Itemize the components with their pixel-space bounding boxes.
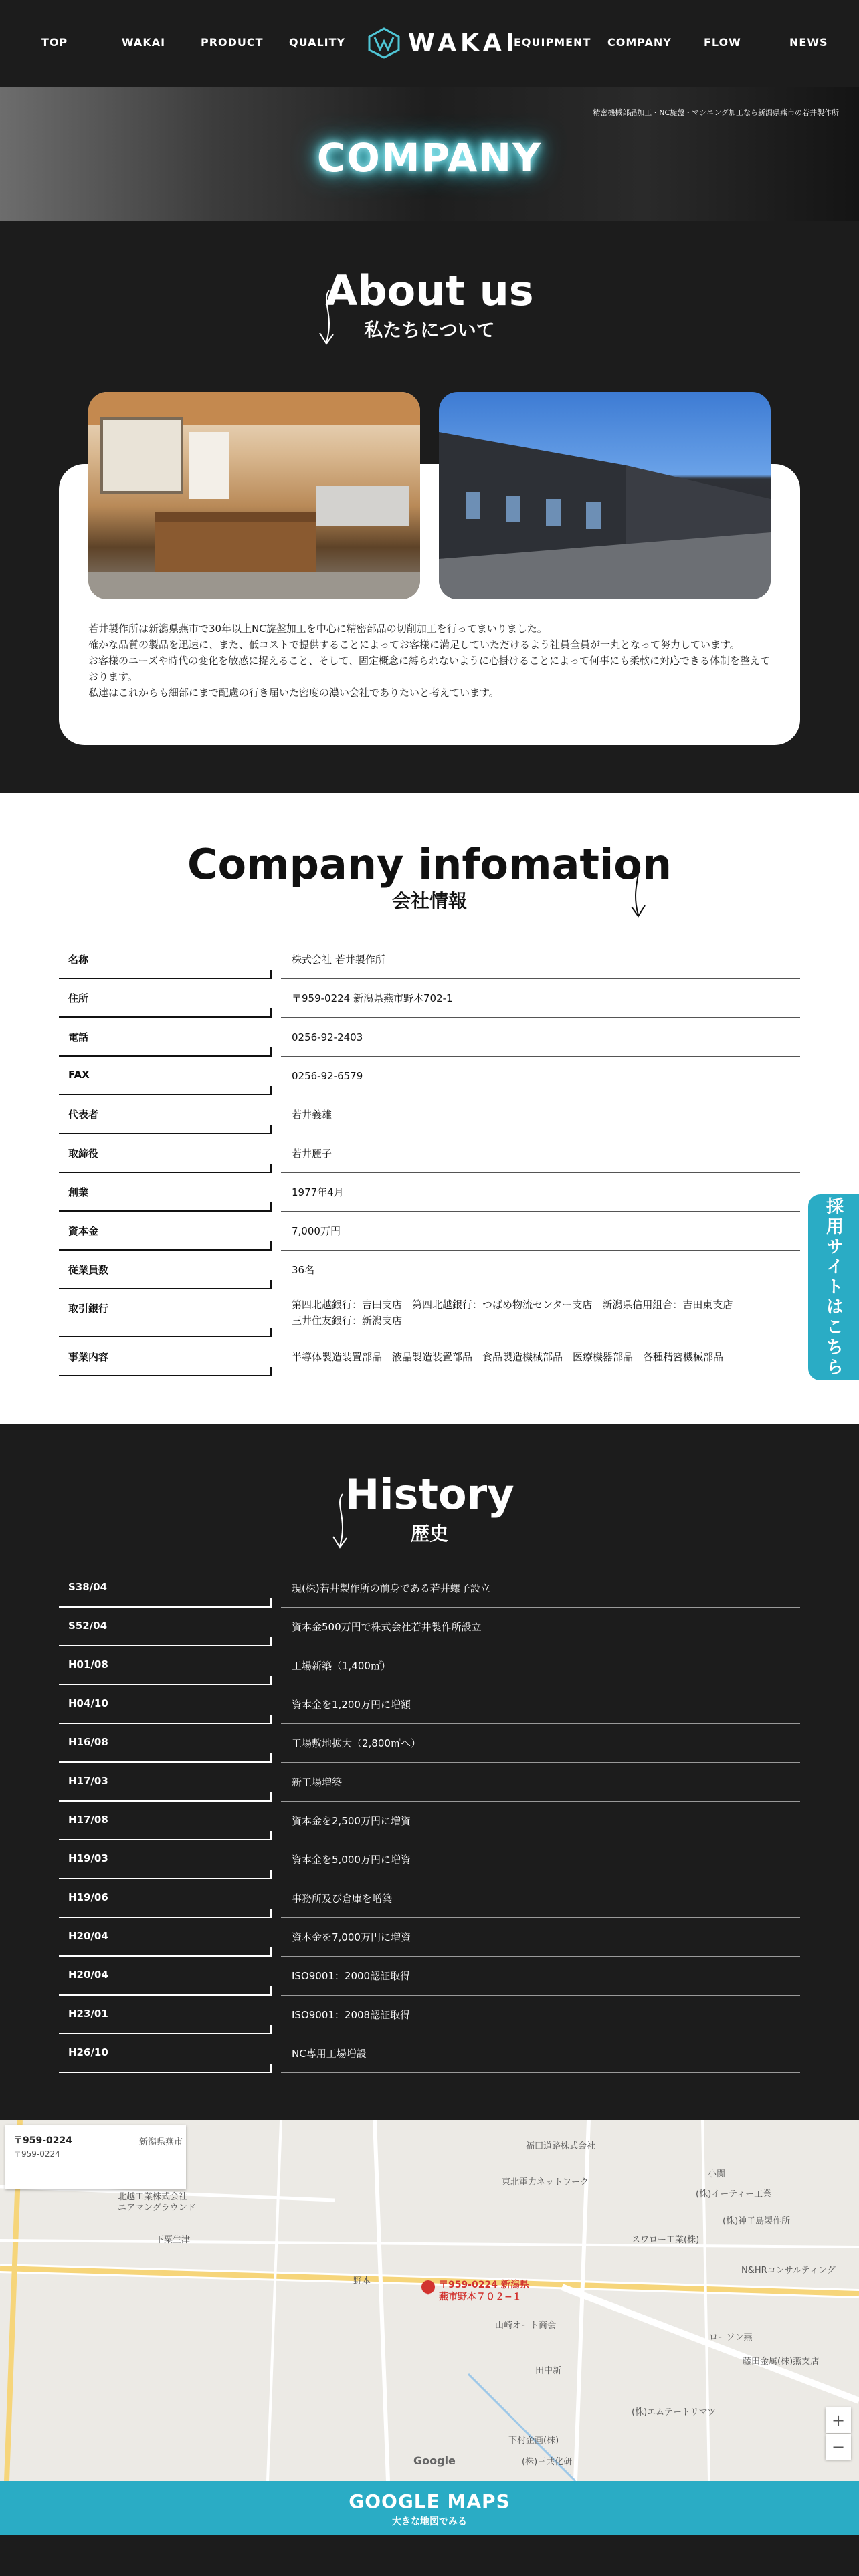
- info-row: [59, 1173, 800, 1212]
- map-pin-label-line1: 〒959-0224 新潟県: [439, 2280, 529, 2290]
- recruit-tab-label: 採用サイトはこちら: [823, 1197, 844, 1378]
- logo[interactable]: [367, 27, 518, 59]
- info-value: 若井義雄: [292, 1109, 332, 1121]
- history-row: [59, 1802, 800, 1840]
- history-date: H16/08: [68, 1736, 108, 1748]
- info-row: [59, 1337, 800, 1376]
- history-date: H19/03: [68, 1852, 108, 1864]
- nav-wakai[interactable]: WAKAI: [122, 36, 166, 49]
- nav-product[interactable]: PRODUCT: [201, 36, 264, 49]
- info-value: 株式会社 若井製作所: [292, 954, 385, 966]
- history-date: H26/10: [68, 2046, 108, 2058]
- history-event: 工場新築（1,400㎡）: [292, 1660, 391, 1672]
- info-value: 〒959-0224 新潟県燕市野本702-1: [292, 992, 453, 1004]
- site-header: [0, 0, 859, 87]
- info-value: 若井麗子: [292, 1148, 332, 1160]
- building-photo: [439, 392, 771, 599]
- recruit-site-tab[interactable]: [808, 1194, 859, 1380]
- nav-equipment[interactable]: EQUIPMENT: [514, 36, 591, 49]
- history-row: [59, 1840, 800, 1879]
- history-date: H04/10: [68, 1697, 108, 1709]
- about-title-ja: 私たちについて: [364, 319, 495, 341]
- map-pin-label: [439, 2279, 529, 2303]
- map-label: (株)神子島製作所: [723, 2216, 791, 2226]
- history-title-ja: 歴史: [410, 1523, 448, 1545]
- footer-strip: [0, 2535, 859, 2576]
- map-label: 田中新: [535, 2366, 562, 2376]
- history-event: 資本金を1,200万円に増額: [292, 1699, 411, 1711]
- history-section: [0, 1424, 859, 2120]
- map-label: スワロー工業(株): [632, 2235, 700, 2245]
- history-date: H19/06: [68, 1891, 108, 1903]
- info-row: [59, 1251, 800, 1289]
- history-date: S38/04: [68, 1581, 108, 1593]
- history-row: [59, 1685, 800, 1724]
- info-label: 名称: [68, 954, 89, 966]
- info-label: 創業: [68, 1186, 89, 1198]
- info-label: 取締役: [68, 1148, 99, 1160]
- map-info-zip: 〒959-0224: [13, 2135, 72, 2146]
- company-info-section: [0, 793, 859, 1424]
- history-date: H20/04: [68, 1969, 108, 1981]
- map-label: (株)三共化研: [522, 2457, 573, 2467]
- map-label: 福田道路株式会社: [526, 2141, 596, 2151]
- breadcrumb: 精密機械部品加工・NC旋盤・マシニング加工なら新潟県燕市の若井製作所: [593, 108, 839, 117]
- history-title-en: History: [345, 1470, 514, 1519]
- company-title-ja: 会社情報: [391, 890, 467, 912]
- info-row: [59, 1212, 800, 1251]
- map-label: 北越工業株式会社: [118, 2192, 188, 2202]
- map-label: 下村企画(株): [508, 2436, 559, 2446]
- office-photo: [88, 392, 420, 599]
- info-row: [59, 940, 800, 979]
- info-value: 半導体製造装置部品 液晶製造装置部品 食品製造機械部品 医療機器部品 各種精密機械部品: [292, 1351, 724, 1363]
- zoom-in-button[interactable]: +: [826, 2407, 851, 2433]
- history-event: NC専用工場増設: [292, 2048, 367, 2060]
- info-row: [59, 979, 800, 1018]
- history-event: 資本金を5,000万円に増資: [292, 1854, 411, 1866]
- history-date: H20/04: [68, 1930, 108, 1942]
- about-paragraph: お客様のニーズや時代の変化を敏感に捉えること、そして、固定概念に縛られないように心掛けることによって何事にも柔軟に対応できる体制を整えております。: [88, 655, 770, 683]
- history-row: [59, 1879, 800, 1918]
- history-event: 事務所及び倉庫を増築: [292, 1893, 393, 1905]
- arrow-down-icon: [626, 860, 650, 920]
- history-date: H23/01: [68, 2008, 108, 2020]
- about-title-en: About us: [325, 266, 534, 315]
- map-label: 小関: [708, 2169, 726, 2179]
- info-label: 従業員数: [68, 1264, 109, 1276]
- map-label: 下粟生津: [155, 2235, 191, 2245]
- history-row: [59, 1646, 800, 1685]
- page-hero: [0, 87, 859, 221]
- info-value: 1977年4月: [292, 1186, 344, 1198]
- map-label: N&HRコンサルティング: [741, 2266, 836, 2276]
- info-label: 取引銀行: [68, 1303, 109, 1315]
- about-section: [0, 221, 859, 793]
- map-label: 新潟県燕市: [139, 2137, 183, 2147]
- history-row: [59, 1763, 800, 1802]
- history-event: ISO9001：2008認証取得: [292, 2009, 411, 2021]
- map-label: 山崎オート商会: [495, 2321, 557, 2331]
- history-event: 現(株)若井製作所の前身である若井螺子設立: [292, 1582, 490, 1594]
- info-row: [59, 1057, 800, 1095]
- about-paragraph: 若井製作所は新潟県燕市で30年以上NC旋盤加工を中心に精密部品の切削加工を行ってまいりました。: [88, 623, 547, 635]
- info-row: [59, 1134, 800, 1173]
- info-row: [59, 1018, 800, 1057]
- history-date: H17/03: [68, 1775, 108, 1787]
- history-event: 資本金を7,000万円に増資: [292, 1931, 411, 1943]
- info-row: [59, 1095, 800, 1134]
- history-row: [59, 1569, 800, 1608]
- zoom-out-button[interactable]: −: [826, 2434, 851, 2460]
- info-value: 0256-92-6579: [292, 1070, 363, 1082]
- about-text: [88, 621, 777, 701]
- history-date: S52/04: [68, 1620, 108, 1632]
- map-pin-label-line2: 燕市野本７０２−１: [439, 2292, 522, 2302]
- nav-news[interactable]: NEWS: [789, 36, 828, 49]
- history-row: [59, 2034, 800, 2073]
- history-event: ISO9001：2000認証取得: [292, 1970, 411, 1982]
- map-label: エアマングラウンド: [118, 2203, 196, 2213]
- google-maps-button[interactable]: [0, 2481, 859, 2535]
- arrow-down-icon: [314, 288, 339, 348]
- map-label: 藤田金属(株)燕支店: [743, 2357, 820, 2367]
- info-label: 事業内容: [68, 1351, 109, 1363]
- info-label: 資本金: [68, 1225, 99, 1237]
- history-row: [59, 1957, 800, 1996]
- google-maps-title: GOOGLE MAPS: [349, 2490, 510, 2512]
- info-value: 7,000万円: [292, 1225, 341, 1237]
- history-date: H01/08: [68, 1658, 108, 1671]
- google-map[interactable]: [0, 2120, 859, 2481]
- nav-top[interactable]: TOP: [41, 36, 68, 49]
- info-label: FAX: [68, 1069, 90, 1081]
- nav-flow[interactable]: FLOW: [704, 36, 741, 49]
- company-title-en: Company infomation: [187, 840, 672, 889]
- map-label: (株)エムテートリマツ: [632, 2407, 717, 2418]
- google-maps-subtitle: 大きな地図でみる: [392, 2516, 467, 2527]
- page-title: COMPANY: [316, 135, 543, 181]
- map-label: 東北電力ネットワーク: [502, 2177, 589, 2187]
- info-value: 36名: [292, 1264, 315, 1276]
- history-event: 工場敷地拡大（2,800㎡へ）: [292, 1737, 421, 1749]
- about-paragraph: 確かな品質の製品を迅速に、また、低コストで提供することによってお客様に満足していただけるよう社員全員が一丸となって努力しています。: [88, 639, 740, 651]
- history-event: 資本金を2,500万円に増資: [292, 1815, 411, 1827]
- history-row: [59, 1996, 800, 2034]
- map-label: 野本: [353, 2276, 371, 2286]
- info-value-line2: 三井住友銀行：新潟支店: [292, 1315, 403, 1327]
- info-label: 住所: [68, 992, 89, 1004]
- google-logo: Google: [413, 2454, 456, 2467]
- map-label: (株)イーティー工業: [696, 2189, 772, 2199]
- nav-company[interactable]: COMPANY: [607, 36, 672, 49]
- info-label: 電話: [68, 1031, 89, 1043]
- about-paragraph: 私達はこれからも細部にまで配慮の行き届いた密度の濃い会社でありたいと考えています。: [88, 687, 499, 699]
- history-date: H17/08: [68, 1814, 108, 1826]
- history-event: 資本金500万円で株式会社若井製作所設立: [292, 1621, 482, 1633]
- map-info-addr: 〒959-0224: [13, 2149, 60, 2159]
- info-row: [59, 1289, 800, 1337]
- arrow-down-icon: [328, 1491, 352, 1551]
- nav-quality[interactable]: QUALITY: [289, 36, 346, 49]
- info-value: 第四北越銀行：吉田支店 第四北越銀行：つばめ物流センター支店 新潟県信用組合：吉田東支店: [292, 1299, 733, 1311]
- history-row: [59, 1724, 800, 1763]
- history-event: 新工場増築: [292, 1776, 343, 1788]
- logo-mark-icon: [367, 27, 401, 59]
- logo-text: WAKAI: [408, 29, 519, 57]
- history-row: [59, 1608, 800, 1646]
- map-label: ローソン燕: [709, 2333, 753, 2343]
- info-label: 代表者: [68, 1109, 99, 1121]
- info-value: 0256-92-2403: [292, 1031, 363, 1043]
- history-row: [59, 1918, 800, 1957]
